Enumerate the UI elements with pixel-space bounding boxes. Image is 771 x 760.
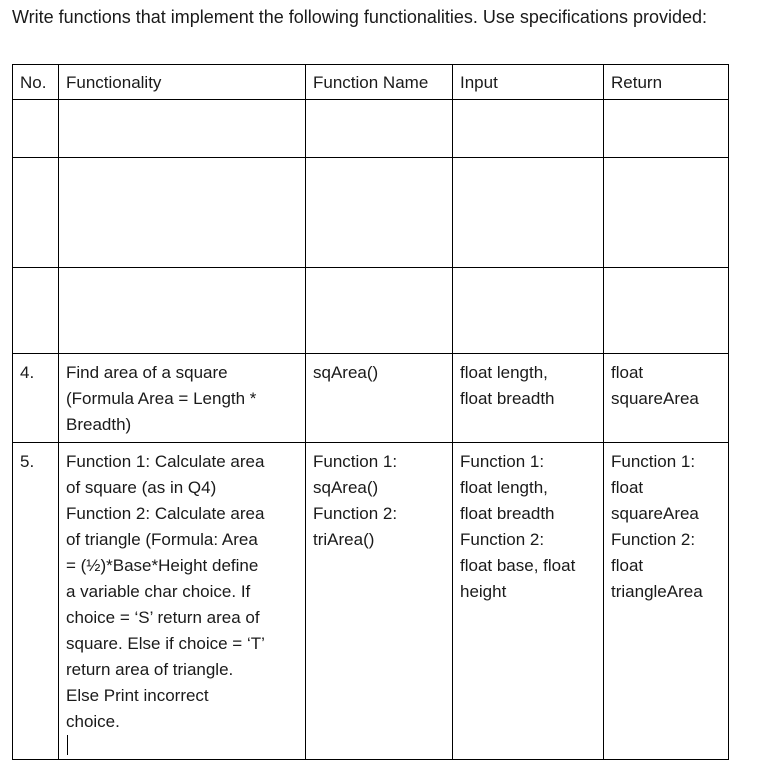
function-name-line: triArea(): [313, 530, 375, 549]
input-line: Function 1:: [460, 452, 545, 471]
input-line: Function 2:: [460, 530, 545, 549]
header-input: Input: [453, 65, 604, 100]
functionality-line: Function 1: Calculate area: [66, 452, 265, 471]
empty-cell: [13, 158, 59, 268]
empty-cell: [306, 268, 453, 354]
row-number: 5.: [13, 443, 59, 760]
header-functionality: Functionality: [59, 65, 306, 100]
return-line: Function 1:: [611, 452, 696, 471]
input-line: float length,: [460, 363, 548, 382]
return-line: squareArea: [611, 389, 699, 408]
return-line: Function 2:: [611, 530, 696, 549]
functionality-line: Breadth): [66, 415, 132, 434]
empty-cell: [604, 158, 729, 268]
empty-cell: [59, 268, 306, 354]
function-name-line: sqArea(): [313, 363, 379, 382]
functionality-line: Else Print incorrect: [66, 686, 209, 705]
functionality-line: of square (as in Q4): [66, 478, 217, 497]
empty-cell: [13, 268, 59, 354]
functionality-last-line: [66, 709, 300, 755]
return-line: squareArea: [611, 504, 699, 523]
functionality-line: (Formula Area = Length *: [66, 389, 257, 408]
function-name-line: sqArea(): [313, 478, 379, 497]
functionality-line: = (½)*Base*Height define: [66, 556, 259, 575]
function-name-cell: [306, 354, 453, 443]
functionality-line: square. Else if choice = ‘T’: [66, 634, 265, 653]
empty-cell: [453, 100, 604, 158]
return-line: float: [611, 363, 644, 382]
row-number: 4.: [13, 354, 59, 443]
return-line: float: [611, 478, 644, 497]
empty-cell: [13, 100, 59, 158]
table-row-4: [13, 354, 729, 443]
table-row-empty: [13, 100, 729, 158]
functionality-line: choice.: [66, 712, 120, 731]
input-line: float breadth: [460, 389, 555, 408]
functionality-line: Find area of a square: [66, 363, 228, 382]
functionality-line: of triangle (Formula: Area: [66, 530, 258, 549]
instructions-text: Write functions that implement the following functionalities. Use specifications provided:: [12, 7, 708, 27]
empty-cell: [59, 158, 306, 268]
empty-cell: [604, 268, 729, 354]
functionality-cell[interactable]: [59, 443, 306, 760]
input-line: float breadth: [460, 504, 555, 523]
functionality-line: choice = ‘S’ return area of: [66, 608, 260, 627]
empty-cell: [59, 100, 306, 158]
input-cell: [453, 354, 604, 443]
empty-cell: [453, 158, 604, 268]
specification-table: [12, 64, 729, 760]
table-row-empty: [13, 158, 729, 268]
header-return: Return: [604, 65, 729, 100]
return-line: float: [611, 556, 644, 575]
text-cursor: [67, 735, 68, 755]
function-name-line: Function 1:: [313, 452, 398, 471]
table-row-5: [13, 443, 729, 760]
header-function-name: Function Name: [306, 65, 453, 100]
empty-cell: [306, 100, 453, 158]
input-line: float length,: [460, 478, 548, 497]
return-line: triangleArea: [611, 582, 703, 601]
empty-cell: [306, 158, 453, 268]
empty-cell: [604, 100, 729, 158]
input-line: float base, float: [460, 556, 576, 575]
function-name-cell: [306, 443, 453, 760]
table-row-empty: [13, 268, 729, 354]
input-line: height: [460, 582, 507, 601]
functionality-line: Function 2: Calculate area: [66, 504, 265, 523]
header-no: No.: [13, 65, 59, 100]
return-cell: [604, 354, 729, 443]
function-name-line: Function 2:: [313, 504, 398, 523]
functionality-line: a variable char choice. If: [66, 582, 251, 601]
return-cell: [604, 443, 729, 760]
table-header-row: [13, 65, 729, 100]
functionality-cell: [59, 354, 306, 443]
input-cell: [453, 443, 604, 760]
empty-cell: [453, 268, 604, 354]
functionality-line: return area of triangle.: [66, 660, 234, 679]
